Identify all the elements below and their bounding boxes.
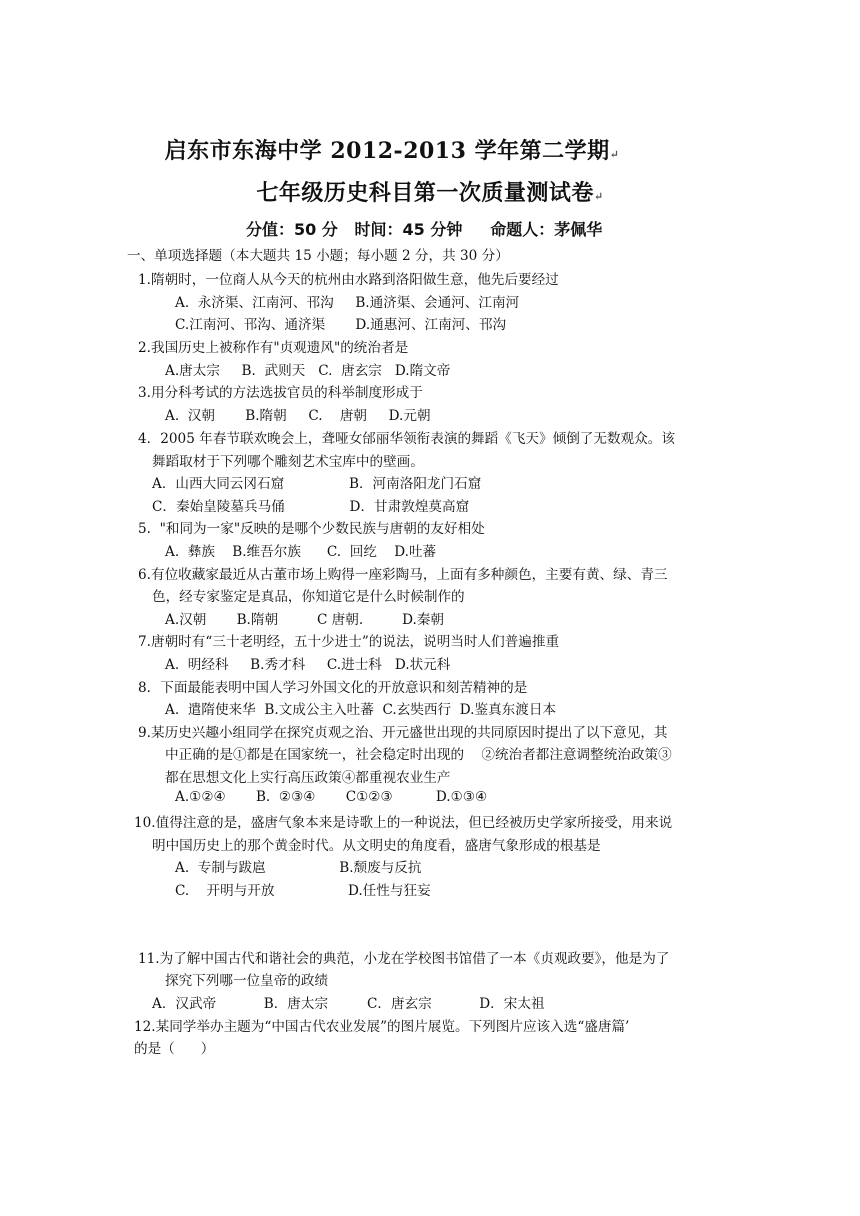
question-9: 9.某历史兴趣小组同学在探究贞观之治、开元盛世出现的共同原因时提出了以下意见，其 [138,725,668,741]
question-2-options: A.唐太宗 B. 武则天 C. 唐玄宗 D.隋文帝 [165,363,451,379]
exam-title-line2: 七年级历史科目第一次质量测试卷↵ [256,180,604,206]
question-6-options: A.汉朝 B.隋朝 C 唐朝. D.秦朝 [165,612,445,628]
question-4-options-cd: C．秦始皇陵墓兵马俑 D．甘肃敦煌莫高窟 [152,499,470,515]
question-7: 7.唐朝时有“三十老明经，五十少进士”的说法，说明当时人们普遍推重 [138,634,560,650]
question-1-options-cd: C.江南河、邗沟、通济渠 D.通惠河、江南河、邗沟 [175,317,507,333]
question-8: 8．下面最能表明中国人学习外国文化的开放意识和刻苦精神的是 [138,680,528,696]
question-5: 5. "和同为一家"反映的是哪个少数民族与唐朝的友好相处 [138,521,485,537]
question-10-options-cd: C. 开明与开放 D.任性与狂妄 [175,883,431,899]
question-4-cont: 舞蹈取材于下列哪个雕刻艺术宝库中的壁画。 [152,454,424,470]
question-9-cont: 中正确的是①都是在国家统一，社会稳定时出现的 ②统治者都注意调整统治政策③ [165,747,672,763]
question-6: 6.有位收藏家最近从古董市场上购得一座彩陶马，上面有多种颜色，主要有黄、绿、青三 [138,567,668,583]
question-5-options: A. 彝族 B.维吾尔族 C. 回纥 D.吐蕃 [165,544,437,560]
question-11: 11.为了解中国古代和谐社会的典范，小龙在学校图书馆借了一本《贞观政要》，他是为了 [138,951,670,967]
exam-title-line1: 启东市东海中学 2012-2013 学年第二学期↵ [164,138,620,164]
question-7-options: A. 明经科 B.秀才科 C.进士科 D.状元科 [165,657,451,673]
question-10: 10.值得注意的是，盛唐气象本来是诗歌上的一种说法，但已经被历史学家所接受，用来说 [134,815,673,831]
exam-meta: 分值：50 分 时间：45 分钟 命题人：茅佩华 [246,220,603,239]
return-mark-icon: ↵ [593,190,604,203]
return-mark-icon: ↵ [609,148,620,161]
question-11-cont: 探究下列哪一位皇帝的政绩 [165,973,329,989]
question-1: 1.隋朝时，一位商人从今天的杭州由水路到洛阳做生意，他先后要经过 [138,272,559,288]
question-3-options: A. 汉朝 B.隋朝 C. 唐朝 D.元朝 [165,408,431,424]
question-1-options-ab: A. 永济渠、江南河、邗沟 B.通济渠、会通河、江南河 [175,295,520,311]
question-12: 12.某同学举办主题为“中国古代农业发展”的图片展览。下列图片应该入选“盛唐篇’ [134,1019,630,1035]
question-3: 3.用分科考试的方法选拔官员的科举制度形成于 [138,385,423,401]
question-6-cont: 色，经专家鉴定是真品，你知道它是什么时候制作的 [152,589,465,605]
question-2: 2.我国历史上被称作有"贞观遗风"的统治者是 [138,340,409,356]
question-10-cont: 明中国历史上的那个黄金时代。从文明史的角度看，盛唐气象形成的根基是 [152,838,601,854]
section-heading: 一、单项选择题（本大题共 15 小题；每小题 2 分，共 30 分） [127,248,509,264]
question-4-options-ab: A．山西大同云冈石窟 B．河南洛阳龙门石窟 [152,476,482,492]
question-10-options-ab: A. 专制与跋扈 B.颓废与反抗 [175,860,422,876]
question-9-cont2: 都在思想文化上实行高压政策④都重视农业生产 [165,770,451,786]
question-11-options: A．汉武帝 B．唐太宗 C．唐玄宗 D．宋太祖 [152,996,545,1012]
question-12-cont: 的是（ ） [134,1041,215,1057]
question-9-options: A.①②④ B. ②③④ C①②③ D.①③④ [175,789,488,805]
question-8-options: A. 遣隋使来华 B.文成公主入吐蕃 C.玄奘西行 D.鉴真东渡日本 [165,702,557,718]
question-4: 4．2005 年春节联欢晚会上，聋哑女邰丽华领衔表演的舞蹈《飞天》倾倒了无数观众。该 [138,431,675,447]
